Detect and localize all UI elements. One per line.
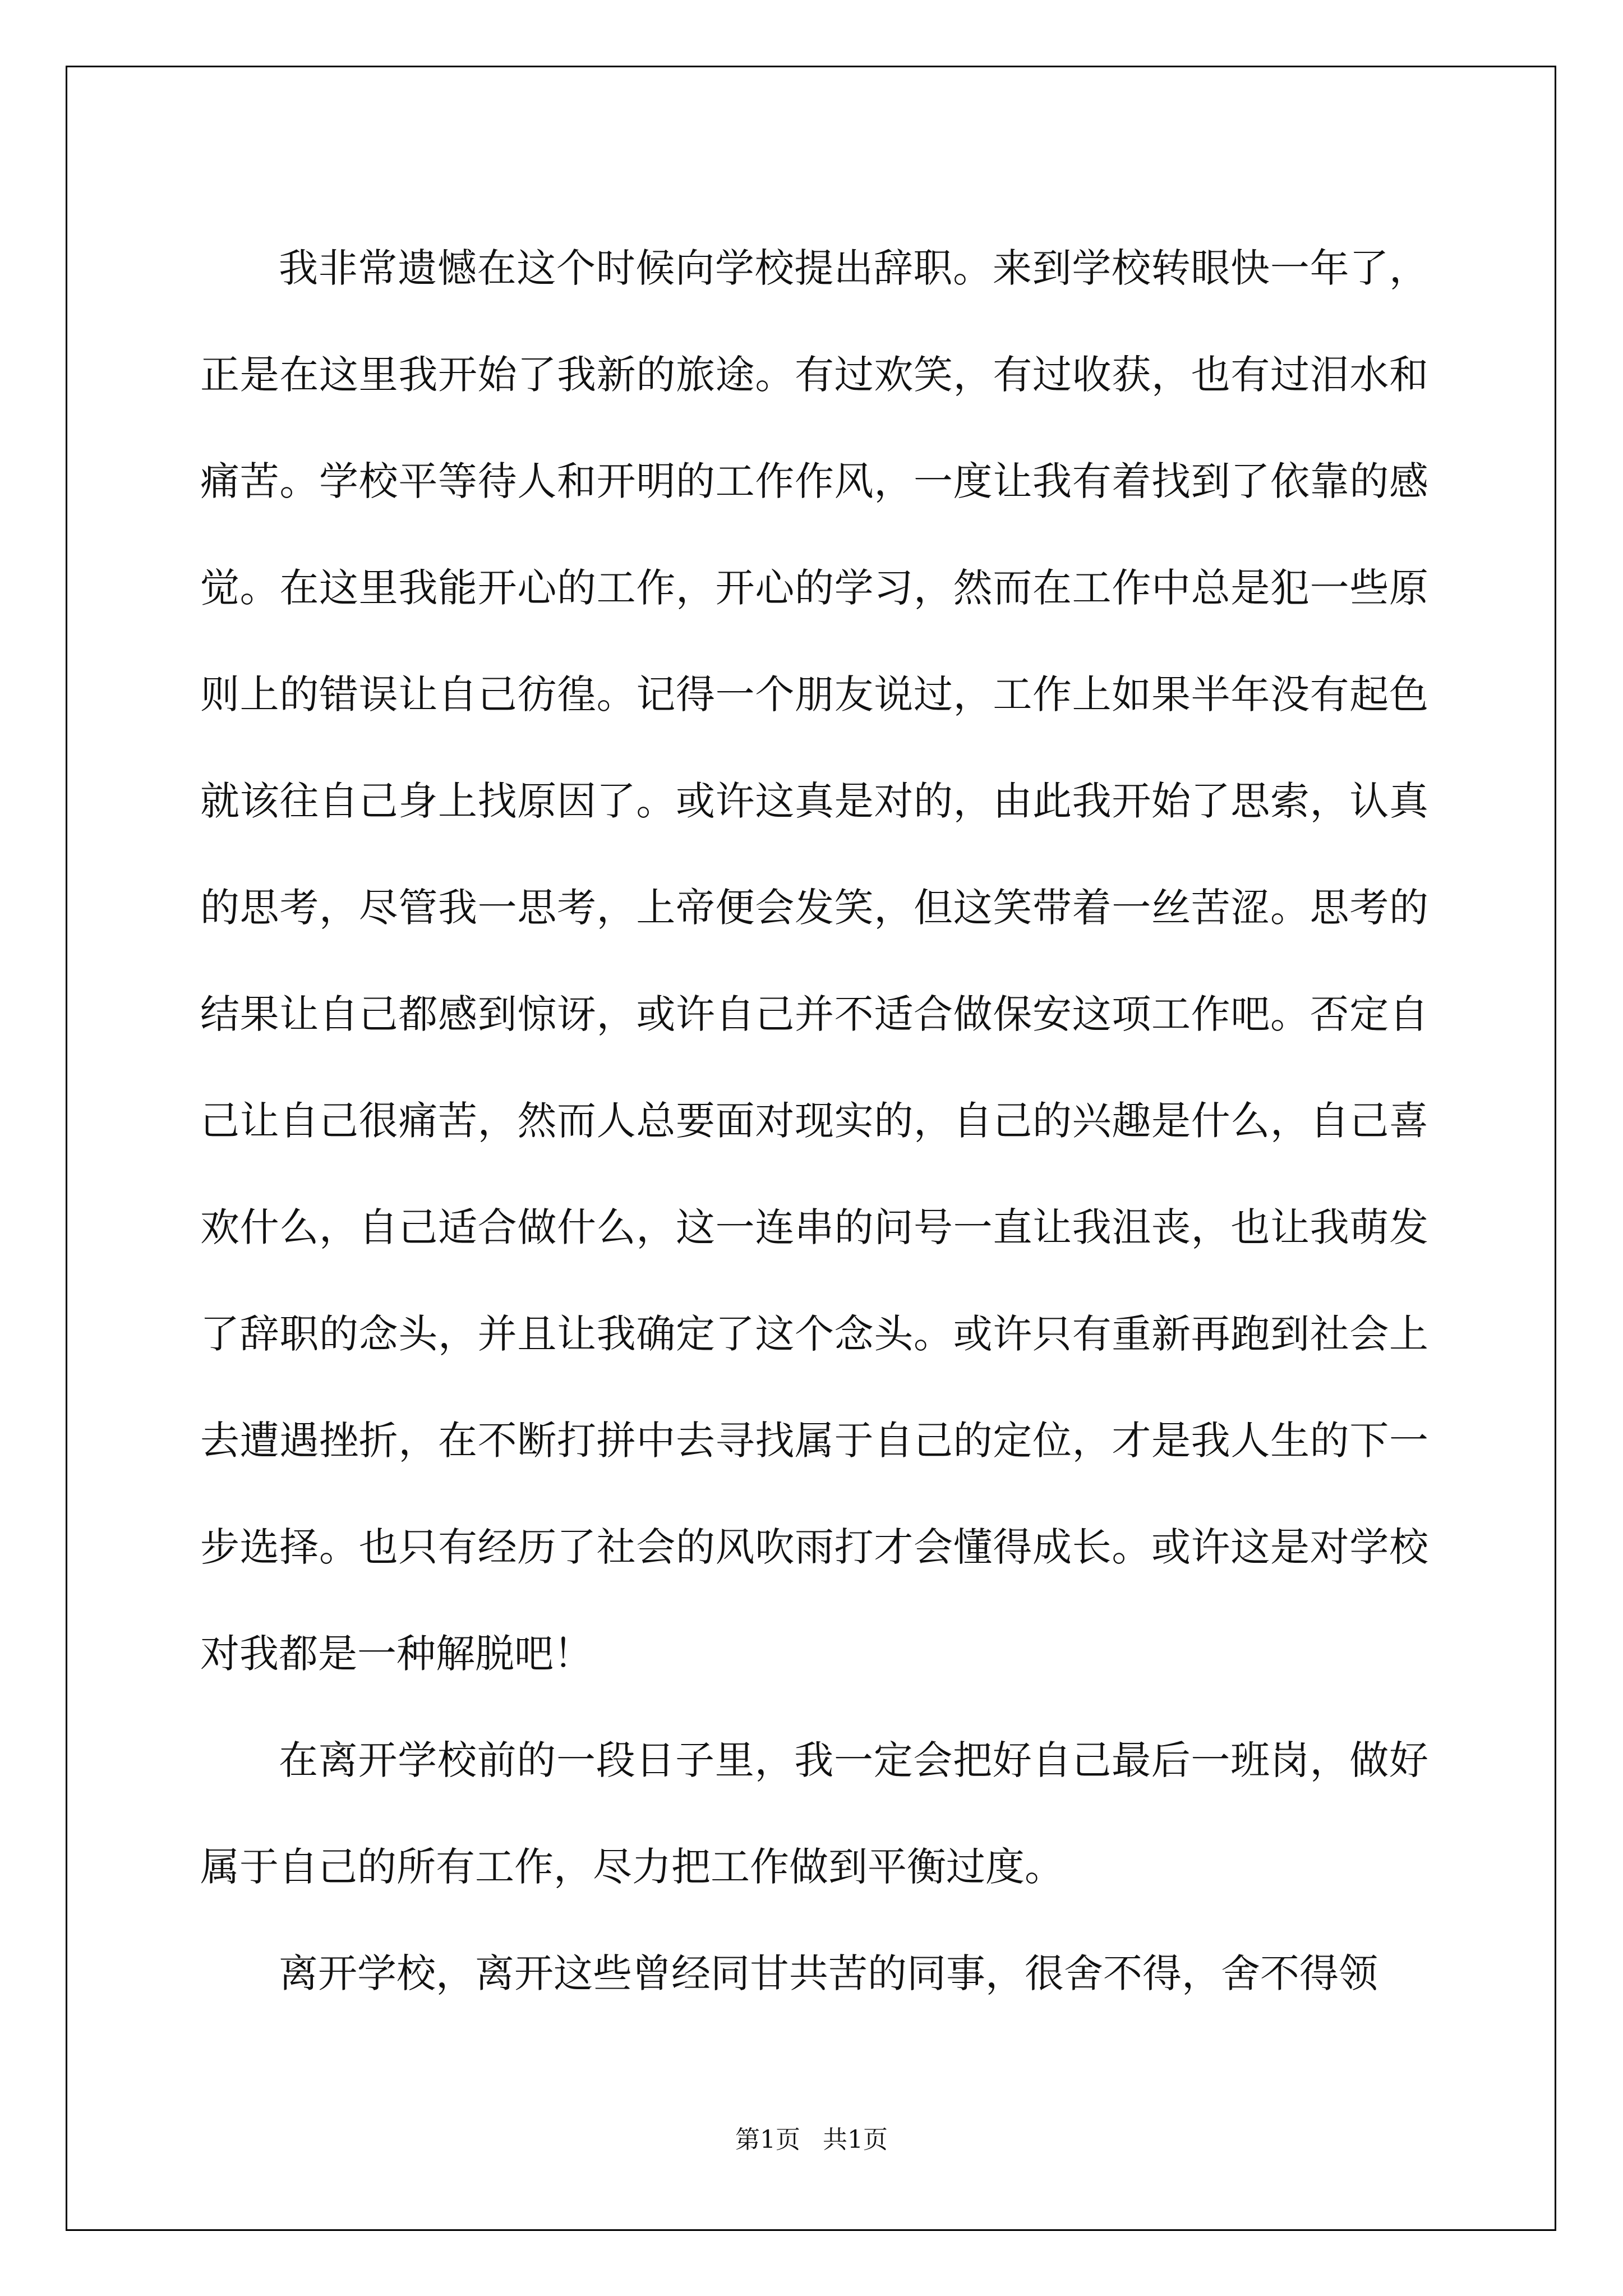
document-body xyxy=(200,215,1428,2027)
paragraph-1: 我非常遗憾在这个时候向学校提出辞职。来到学校转眼快一年了，正是在这里我开始了我新的旅途。有过欢笑，有过收获，也有过泪水和痛苦。学校平等待人和开明的工作作风，一度让我有着找到了依靠的感觉。在这里我能开心的工作，开心的学习，然而在工作中总是犯一些原则上的错误让自己彷徨。记得一个朋友说过，工作上如果半年没有起色就该往自己身上找原因了。或许这真是对的，由此我开始了思索，认真的思考，尽管我一思考，上帝便会发笑，但这笑带着一丝苦涩。思考的结果让自己都感到惊讶，或许自己并不适合做保安这项工作吧。否定自己让自己很痛苦，然而人总要面对现实的，自己的兴趣是什么，自己喜欢什么，自己适合做什么，这一连串的问号一直让我沮丧，也让我萌发了辞职的念头，并且让我确定了这个念头。或许只有重新再跑到社会上去遭遇挫折，在不断打拼中去寻找属于自己的定位，才是我人生的下一步选择。也只有经历了社会的风吹雨打才会懂得成长。或许这是对学校对我都是一种解脱吧！ xyxy=(200,245,1428,1677)
page-total: 共1页 xyxy=(823,2125,888,2154)
page-number: 第1页 xyxy=(735,2125,800,2154)
paragraph-2: 在离开学校前的一段日子里，我一定会把好自己最后一班岗，做好属于自己的所有工作，尽力把工作做到平衡过度。 xyxy=(200,1737,1428,1890)
page-footer xyxy=(0,2123,1623,2157)
paragraph-3: 离开学校，离开这些曾经同甘共苦的同事，很舍不得，舍不得领 xyxy=(279,1950,1378,1996)
